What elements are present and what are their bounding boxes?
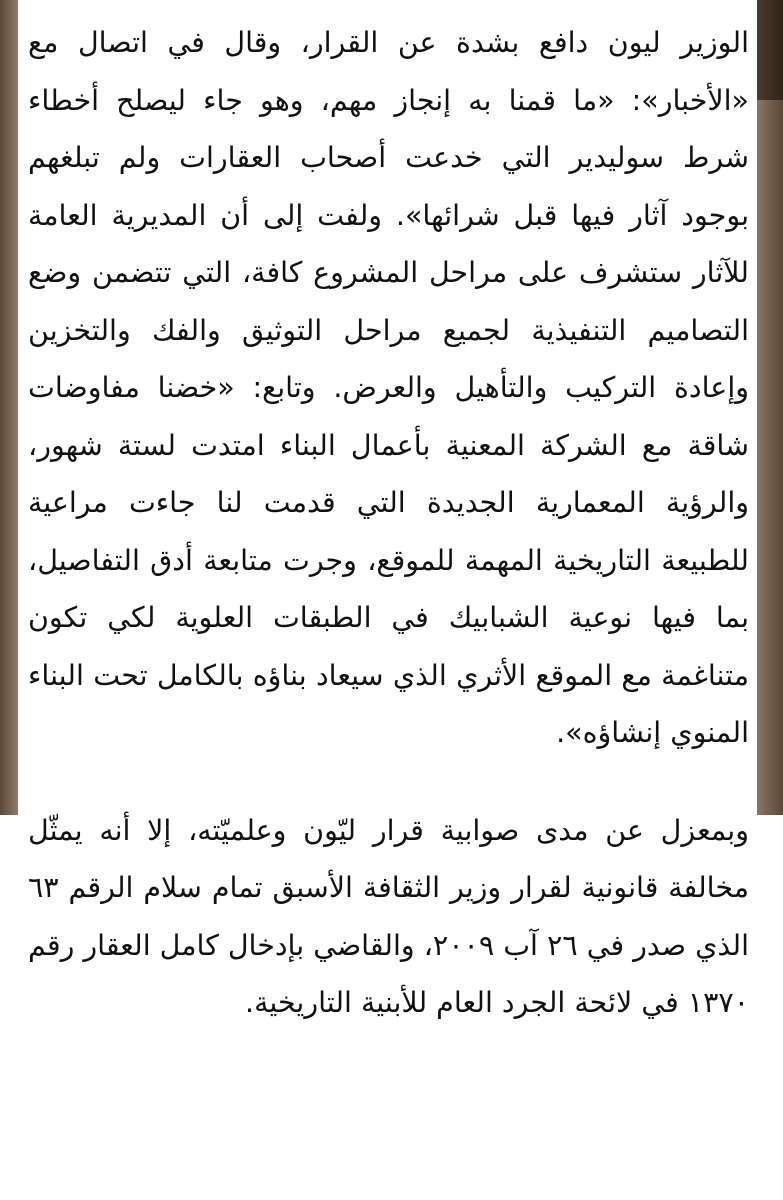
left-photo-edge <box>0 0 18 815</box>
article-body <box>28 14 749 1032</box>
right-photo-edge-dark <box>757 0 783 100</box>
article-paragraph-1: الوزير ليون دافع بشدة عن القرار، وقال في اتصال مع «الأخبار»: «ما قمنا به إنجاز مهم، وهو جاء ليصلح أخطاء شرط سوليدير التي خدعت أصحاب العقارات ولم تبلغهم بوجود آثار فيها قبل شرائها». ولفت إلى أن المديرية العامة للآثار ستشرف على مراحل المشروع كافة، التي تتضمن وضع التصاميم التنفيذية لجميع مراحل التوثيق والفك والتخزين وإعادة التركيب والتأهيل والعرض. وتابع: «خضنا مفاوضات شاقة مع الشركة المعنية بأعمال البناء امتدت لستة شهور، والرؤية المعمارية الجديدة التي قدمت لنا جاءت مراعية للطبيعة التاريخية المهمة للموقع، وجرت متابعة أدق التفاصيل، بما فيها نوعية الشبابيك في الطبقات العلوية لكي تكون متناغمة مع الموقع الأثري الذي سيعاد بناؤه بالكامل تحت البناء المنوي إنشاؤه». <box>28 26 749 749</box>
right-photo-edge <box>757 0 783 815</box>
article-paragraph-2: وبمعزل عن مدى صوابية قرار ليّون وعلميّته، إلا أنه يمثّل مخالفة قانونية لقرار وزير الثقافة الأسبق تمام سلام الرقم ٦٣ الذي صدر في ٢٦ آب ٢٠٠٩، والقاضي بإدخال كامل العقار رقم ١٣٧٠ في لائحة الجرد العام للأبنية التاريخية. <box>28 813 749 1019</box>
